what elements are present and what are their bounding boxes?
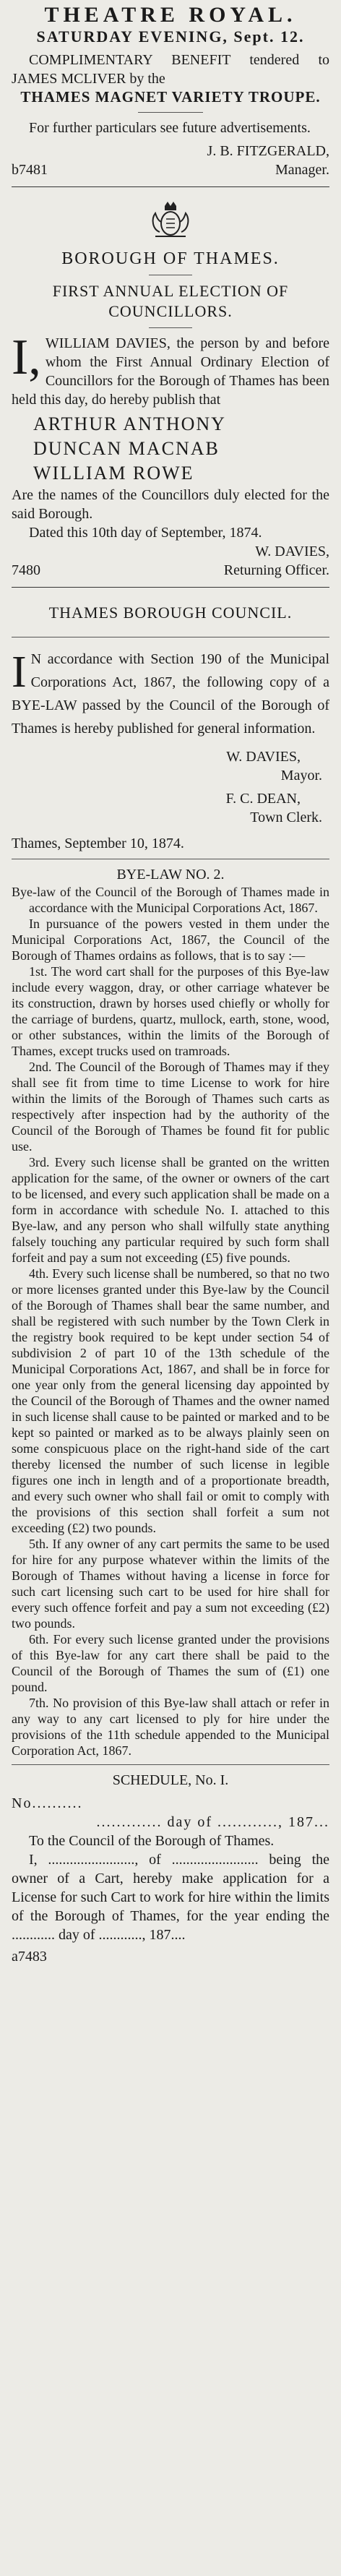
council-intro [12,648,329,740]
dropcap-letter: I [12,648,27,697]
town-clerk-title: Town Clerk. [250,810,322,825]
divider [149,327,192,328]
theatre-benefit-text: COMPLIMENTARY BENEFIT tendered to JAMES MCLIVER by the [12,52,329,87]
returning-officer-block [12,561,329,580]
bye-law-clause: 4th. Every such license shall be numbered, so that no two or more licenses granted under this Bye-law by the Council of the Borough of Thames shall bear the same number, and shall be registered with such number by the Town Clerk in the registry book required to be kept under section 54 of subdivision 2 of part 10 of the 13th schedule of the Municipal Corporations Act, 1867, and shall be in force for one year only from the general licensing day appointed by the Council of the Borough of Thames and the owner named in such license shall cause to be painted or marked and to be kept so painted or marked as to be always plainly seen on some conspicuous place on the right-hand side of the cart thereby licensed the number of such license in legible figures one inch in length and of a proportionate breadth, and every such owner who shall fail or omit to comply with the provisions of this section shall forfeit a sum not exceeding (£2) two pounds. [12,1266,329,1535]
bye-law-clause: 6th. For every such license granted under the provisions of this Bye-law for any cart there shall be paid to the Council of the Borough of Thames the sum of (£1) one pound. [12,1632,329,1694]
council-date: Thames, September 10, 1874. [12,836,184,851]
divider [138,112,203,113]
theatre-date-line: SATURDAY EVENING, Sept. 12. [36,27,305,46]
schedule-application-text: I, ........................, of ........................ being the owner of a Cart, hereby make application for a License for such Cart to work for hire within the limits of the Borough of Thames, for the year ending the ............ day of ............, 187.... [12,1852,329,1943]
dropcap-letter: I, [12,330,41,385]
election-notice [12,199,329,580]
theatre-royal-advertisement [12,3,329,179]
royal-coat-of-arms-icon [145,199,196,242]
councillor-names [12,412,329,486]
mayor-title: Mayor. [280,768,322,783]
manager-name: J. B. FITZGERALD, [207,143,329,159]
theatre-particulars-text: For further particulars see future advertisements. [29,120,311,136]
councillor-name: ARTHUR ANTHONY [33,413,226,434]
bye-law-pursuance: In pursuance of the powers vested in them under the Municipal Corporations Act, 1867, the Council of the Borough of Thames ordains as follows, that is to say :— [12,916,329,963]
election-date: Dated this 10th day of September, 1874. [29,525,262,541]
council-intro-text: N accordance with Section 190 of the Municipal Corporations Act, 1867, the following copy of a BYE-LAW passed by the Council of the Borough of Thames is hereby published for general information. [12,651,329,737]
advert-reference: a7483 [12,1949,47,1965]
election-intro [12,330,329,409]
election-result-text: Are the names of the Councillors duly elected for the said Borough. [12,487,329,522]
councillor-name: WILLIAM ROWE [33,463,194,484]
bye-law-clause: 1st. The word cart shall for the purposes of this Bye-law include every waggon, dray, or other carriage whatever be its construction, drawn by horses used chiefly or wholly for the carriage of burdens, quartz, mullock, earth, stone, wood, or other substances, within the limits of the Borough of Thames, except trucks used on tramroads. [12,964,329,1058]
section-rule [12,587,329,588]
councillor-name: DUNCAN MACNAB [33,438,220,459]
schedule-number-line: No.......... [12,1795,83,1811]
bye-law-heading: BYE-LAW NO. 2. [116,867,225,883]
borough-heading: BOROUGH OF THAMES. [61,249,280,268]
bye-law-clause: 3rd. Every such license shall be granted on the written application for the same, of the owner or owners of the cart to be licensed, and every such application shall be made on a form in accordance with schedule No. I. attached to this Bye-law, and any person who shall wilfully state anything falsely touching any particular required by such form shall forfeit and pay a sum not exceeding (£5) five pounds. [12,1155,329,1265]
manager-title: Manager. [275,162,329,178]
schedule-day-line: ............. day of ............, 187... [96,1814,329,1830]
advert-reference: 7480 [12,562,40,578]
section-rule [12,186,329,187]
election-heading: FIRST ANNUAL ELECTION OF COUNCILLORS. [52,282,289,320]
mayor-name: W. DAVIES, [226,749,301,765]
schedule-heading: SCHEDULE, No. I. [112,1772,229,1788]
advert-reference: b7481 [12,162,48,178]
election-intro-text: WILLIAM DAVIES, the person by and before whom the First Annual Ordinary Election of Councillors for the Borough of Thames has been held this day, do hereby publish that [12,335,329,408]
theatre-signature-block [12,142,329,179]
newspaper-page [12,0,329,1966]
bye-law-clause: 2nd. The Council of the Borough of Thames may if they shall see fit from time to time License to work for hire within the limits of the Borough of Thames such carts as respectively after inspection had by the authority of the Council of the Borough of Thames be found fit for public use. [12,1060,329,1154]
town-clerk-name: F. C. DEAN, [225,791,301,807]
returning-officer-title: Returning Officer. [223,562,329,578]
bye-law-notice [12,604,329,1966]
bye-law-clause: 5th. If any owner of any cart permits the same to be used for hire for any purpose whatever within the limits of the Borough of Thames without having a license in force for such cart licensing such cart to be used for hire shall for every such offence forfeit and pay a sum not exceeding (£2) two pounds. [12,1537,329,1631]
troupe-name: THAMES MAGNET VARIETY TROUPE. [20,88,321,106]
schedule-addressee: To the Council of the Borough of Thames. [29,1833,275,1849]
divider [12,1764,329,1765]
bye-law-clause: 7th. No provision of this Bye-law shall attach or refer in any way to any cart licensed to ply for hire under the provisions of the 11th schedule appended to the Municipal Corporation Act, 1867. [12,1696,329,1758]
council-heading: THAMES BOROUGH COUNCIL. [48,604,293,622]
returning-officer-name: W. DAVIES, [255,544,329,559]
theatre-title: THEATRE ROYAL. [44,3,297,27]
bye-law-intro: Bye-law of the Council of the Borough of Thames made in accordance with the Municipal Corporations Act, 1867. [12,885,329,915]
